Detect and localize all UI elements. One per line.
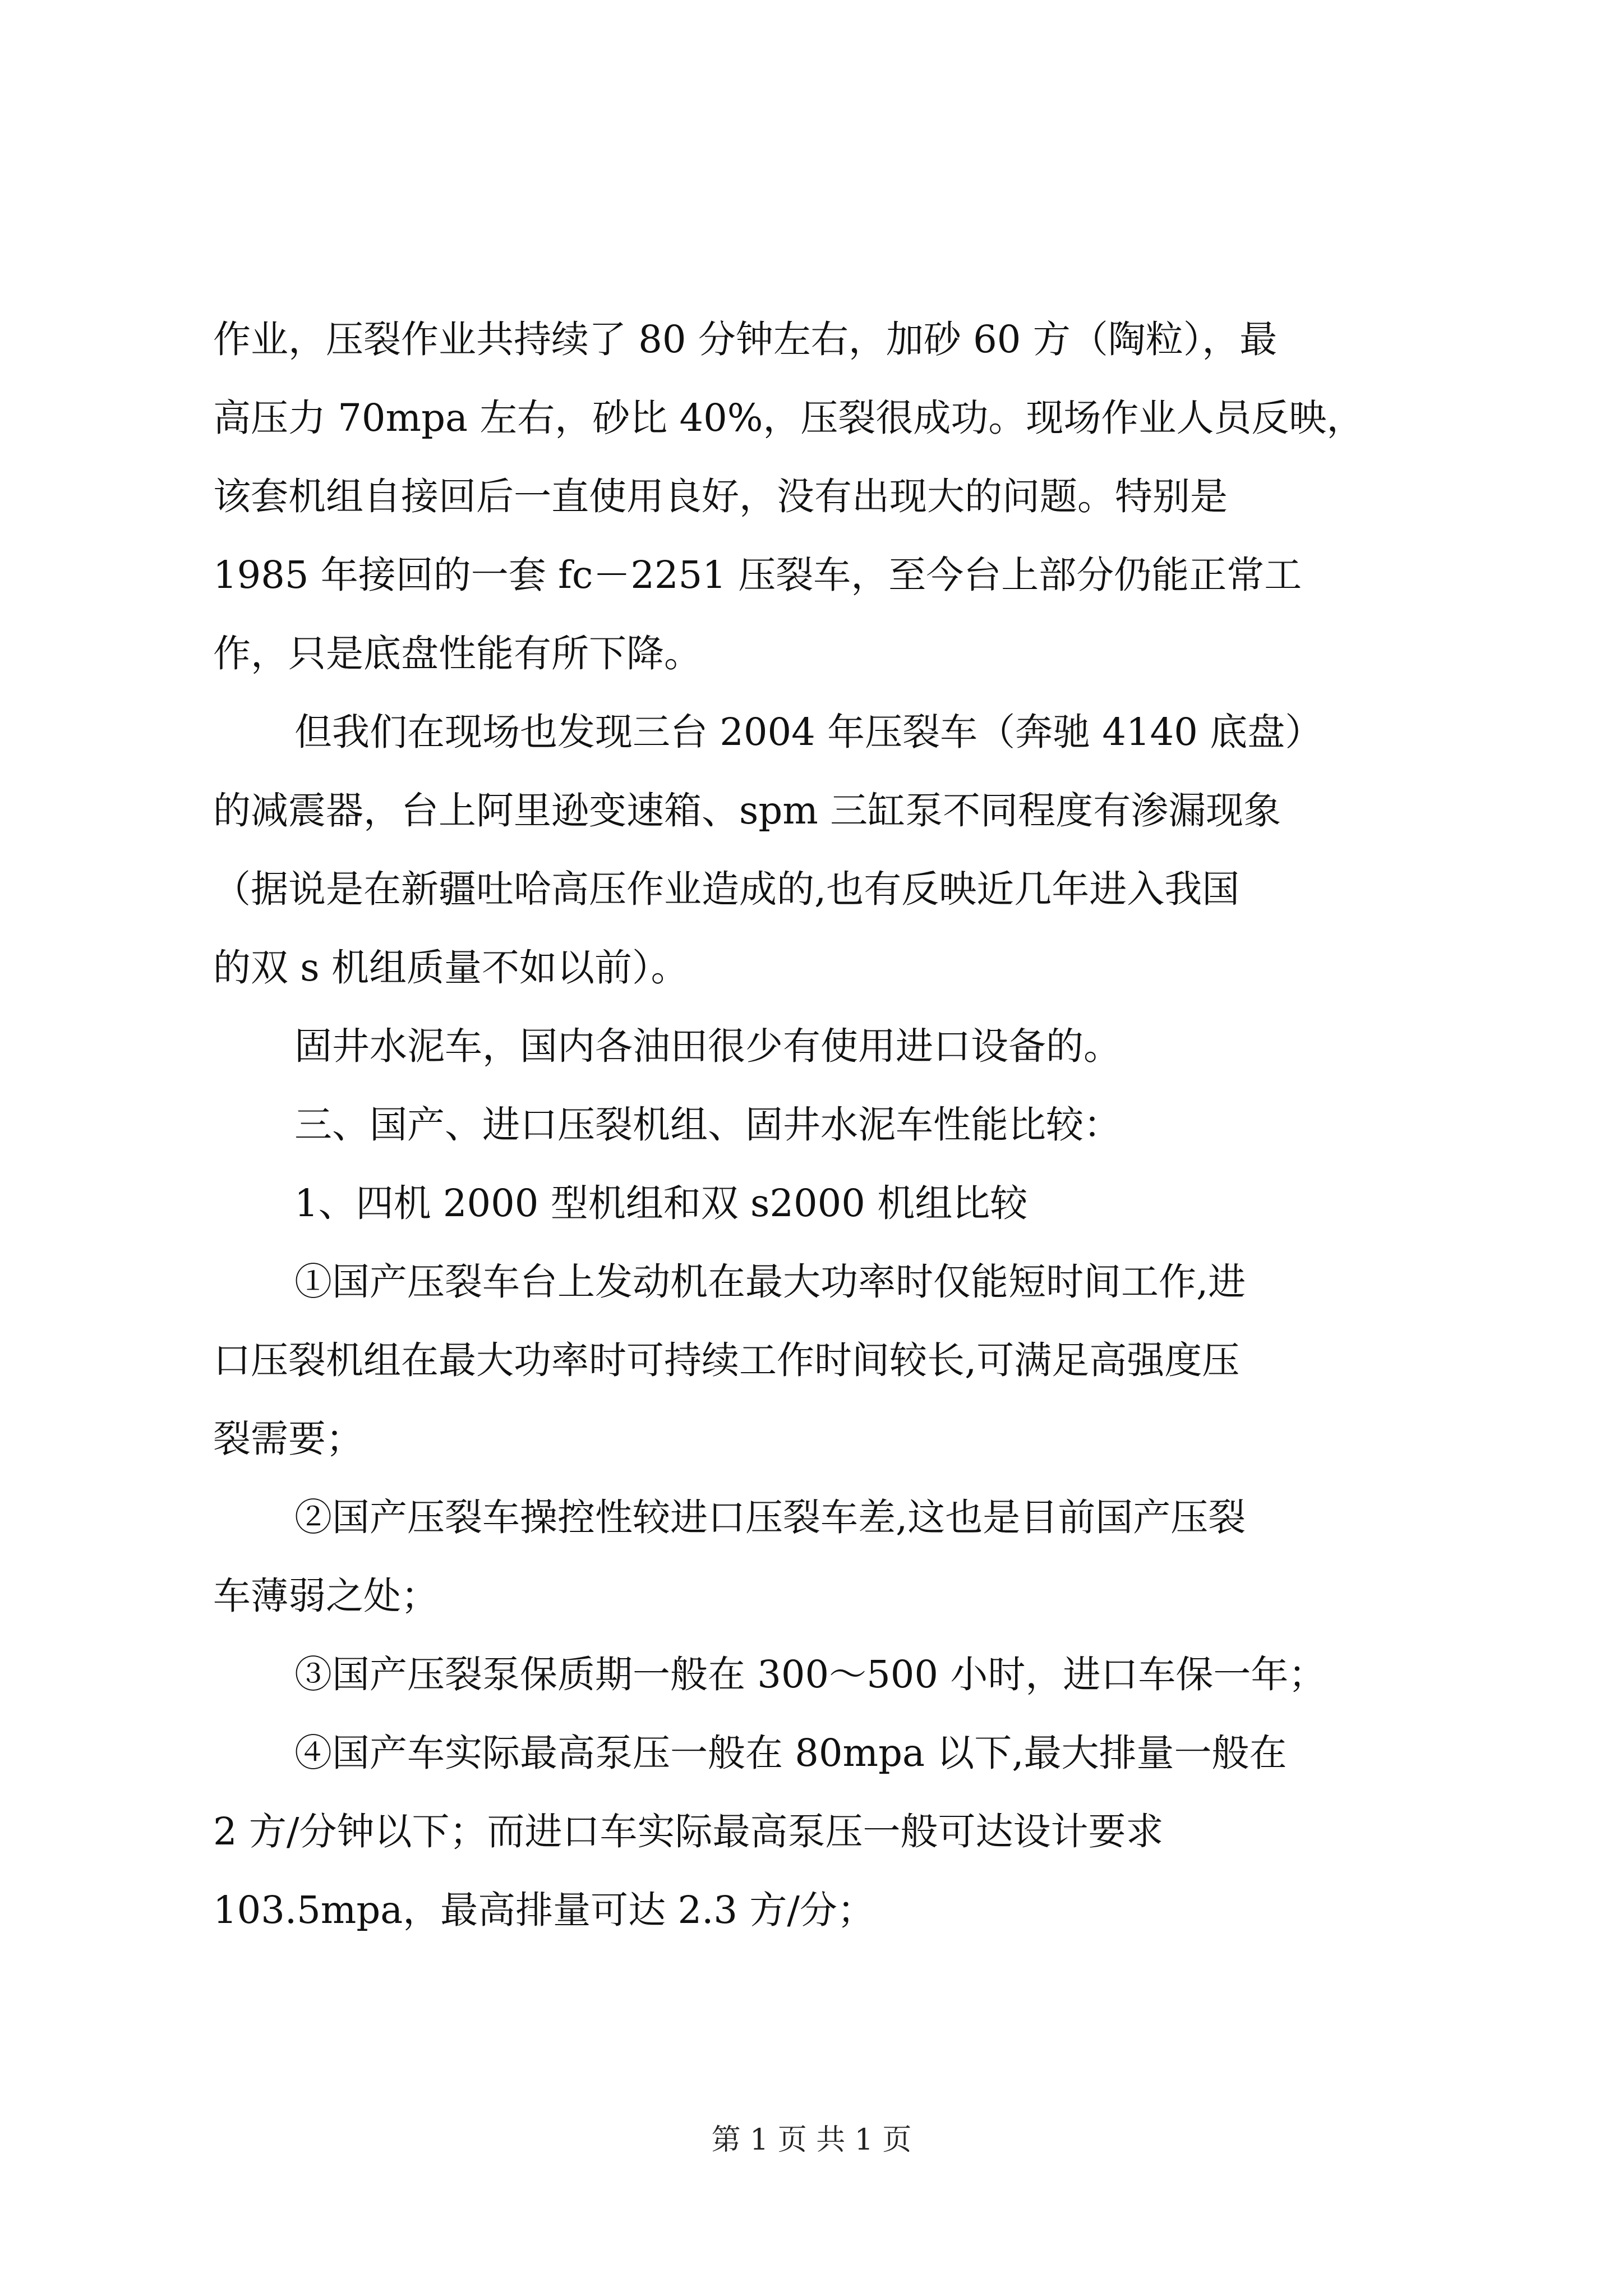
- text-line-20: 2 方/分钟以下；而进口车实际最高泵压一般可达设计要求: [213, 1810, 1164, 1853]
- section-heading: 三、国产、进口压裂机组、固井水泥车性能比较：: [294, 1103, 1121, 1147]
- text-line-5: 作，只是底盘性能有所下降。: [213, 632, 702, 675]
- text-line-17: 车薄弱之处；: [213, 1574, 439, 1618]
- text-line-8: （据说是在新疆吐哈高压作业造成的,也有反映近几年进入我国: [213, 867, 1240, 911]
- text-line-7: 的减震器，台上阿里逊变速箱、spm 三缸泵不同程度有渗漏现象: [213, 789, 1281, 832]
- text-line-1: 作业，压裂作业共持续了 80 分钟左右，加砂 60 方（陶粒），最: [213, 318, 1278, 361]
- text-line-19: ④国产车实际最高泵压一般在 80mpa 以下,最大排量一般在: [294, 1731, 1287, 1775]
- text-line-21: 103.5mpa，最高排量可达 2.3 方/分；: [213, 1888, 875, 1932]
- document-body: [213, 300, 1430, 1949]
- text-line-14: 口压裂机组在最大功率时可持续工作时间较长,可满足高强度压: [213, 1338, 1240, 1382]
- text-line-16: ②国产压裂车操控性较进口压裂车差,这也是目前国产压裂: [294, 1496, 1246, 1539]
- text-line-2: 高压力 70mpa 左右，砂比 40%，压裂很成功。现场作业人员反映，: [213, 396, 1364, 440]
- text-line-15: 裂需要；: [213, 1417, 363, 1461]
- text-line-6: 但我们在现场也发现三台 2004 年压裂车（奔驰 4140 底盘）: [294, 710, 1323, 754]
- page-footer: 第 1 页 共 1 页: [711, 2123, 912, 2157]
- text-line-13: ①国产压裂车台上发动机在最大功率时仅能短时间工作,进: [294, 1260, 1246, 1304]
- subsection-heading: 1、四机 2000 型机组和双 s2000 机组比较: [294, 1181, 1028, 1225]
- text-line-4: 1985 年接回的一套 fc－2251 压裂车，至今台上部分仍能正常工: [213, 553, 1302, 597]
- text-line-18: ③国产压裂泵保质期一般在 300～500 小时，进口车保一年；: [294, 1653, 1326, 1696]
- text-line-9: 的双 s 机组质量不如以前）。: [213, 946, 689, 990]
- text-line-10: 固井水泥车，国内各油田很少有使用进口设备的。: [294, 1024, 1121, 1068]
- text-line-3: 该套机组自接回后一直使用良好，没有出现大的问题。特别是: [213, 475, 1228, 518]
